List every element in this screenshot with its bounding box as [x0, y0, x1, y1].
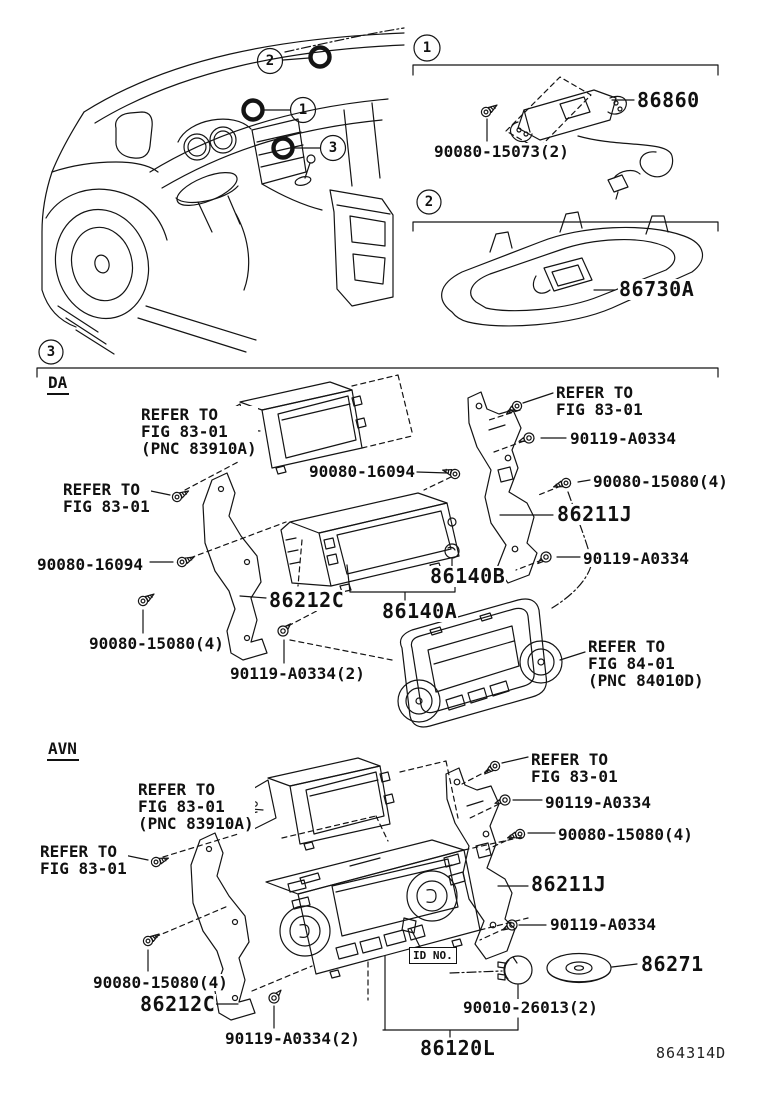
roof-console-86730a-drawing: [442, 212, 703, 326]
label-line: FIG 83-01: [556, 400, 643, 419]
screw-icon-15073: [480, 101, 500, 119]
label-avn-refer-left: [39, 843, 128, 877]
car-callout-3-number: 3: [328, 140, 338, 156]
label-avn-part-86120l: 86120L: [420, 1036, 496, 1060]
label-line: REFER TO: [141, 405, 219, 424]
label-line: FIG 83-01: [138, 797, 225, 816]
label-line: (PNC 83910A): [138, 814, 254, 833]
avn-bulb-drawing: [498, 956, 532, 984]
label-da-part-86211j: 86211J: [557, 502, 633, 526]
label-avn-refer-display: [137, 781, 255, 832]
label-da-screw-a0334-bottom: 90119-A0334: [583, 549, 689, 568]
label-avn-part-86211j: 86211J: [531, 872, 607, 896]
label-avn-screw-a0334-bottom: 90119-A0334: [550, 915, 656, 934]
label-line: (PNC 84010D): [588, 671, 704, 690]
section3-bracket: [37, 340, 718, 377]
avn-display-unit-drawing: [244, 758, 394, 850]
da-bolt-icon-a0334-bottom: [535, 550, 553, 568]
label-screw-90080-15073: 90080-15073(2): [434, 142, 569, 161]
label-line: FIG 83-01: [531, 767, 618, 786]
avn-bolt-icon-a0334-top: [493, 794, 511, 809]
avn-title-text: AVN: [47, 739, 79, 761]
avn-bolt-icon-a0334-x2: [267, 987, 285, 1005]
label-avn-part-86271: 86271: [641, 952, 704, 976]
label-da-part-86140a: 86140A: [382, 599, 458, 623]
label-da-refer-display: [140, 406, 258, 457]
label-line: REFER TO: [63, 480, 141, 499]
label-line: REFER TO: [556, 383, 634, 402]
label-part-86730a: 86730A: [619, 277, 695, 301]
car-callout-1-number: 1: [298, 102, 308, 118]
section1-number: 1: [422, 40, 432, 56]
da-bracket-86211j-drawing: [468, 392, 537, 583]
da-bracket-86212c-drawing: [203, 473, 267, 660]
da-screw-icon-refer-right: [504, 400, 523, 418]
label-line: FIG 83-01: [63, 497, 150, 516]
da-bolt-icon-a0334-x2: [276, 620, 294, 638]
label-line: FIG 83-01: [141, 422, 228, 441]
label-line: FIG 84-01: [588, 654, 675, 673]
label-da-title: [46, 374, 70, 391]
label-da-screw-16094-left: 90080-16094: [37, 555, 143, 574]
da-screw-icon-16094-left: [176, 552, 196, 568]
label-da-refer-hvac: [587, 638, 705, 689]
section2-bracket: [413, 190, 718, 231]
da-bolt-icon-a0334-top: [517, 432, 535, 447]
label-part-86860: 86860: [637, 88, 700, 112]
car-callout-2-number: 2: [265, 53, 275, 69]
label-da-screw-a0334-top: 90119-A0334: [570, 429, 676, 448]
label-doc-code: 864314D: [656, 1044, 727, 1062]
label-avn-title: [46, 740, 80, 757]
label-da-part-86212c: 86212C: [269, 588, 345, 612]
label-avn-refer-right: [530, 751, 619, 785]
avn-disc-86271-drawing: [547, 954, 611, 983]
section3-number: 3: [46, 344, 56, 360]
label-da-screw-a0334-x2: 90119-A0334(2): [230, 664, 365, 683]
label-line: REFER TO: [40, 842, 118, 861]
label-line: (PNC 83910A): [141, 439, 257, 458]
label-line: REFER TO: [138, 780, 216, 799]
label-da-part-86140b: 86140B: [430, 564, 506, 588]
da-screw-icon-15080-left: [137, 590, 157, 608]
label-line: REFER TO: [588, 637, 666, 656]
label-avn-screw-15080-left: 90080-15080(4): [93, 973, 228, 992]
label-avn-screw-a0334-x2: 90119-A0334(2): [225, 1029, 360, 1048]
label-da-screw-15080-right: 90080-15080(4): [593, 472, 728, 491]
car-dashboard-sketch: [42, 28, 404, 354]
label-avn-id-no: ID NO.: [409, 947, 457, 964]
section1-bracket: [413, 35, 718, 75]
section2-number: 2: [424, 194, 434, 210]
avn-screw-icon-refer-right: [482, 760, 501, 778]
label-da-refer-left: [62, 481, 151, 515]
label-avn-part-86212c: 86212C: [140, 992, 216, 1016]
da-title-text: DA: [47, 373, 69, 395]
label-avn-screw-26013: 90010-26013(2): [463, 998, 598, 1017]
avn-screw-icon-15080-left: [142, 930, 162, 948]
label-line: FIG 83-01: [40, 859, 127, 878]
label-da-screw-15080-left: 90080-15080(4): [89, 634, 224, 653]
label-da-refer-right: [555, 384, 644, 418]
label-line: REFER TO: [531, 750, 609, 769]
avn-screw-icon-15080-right: [506, 828, 526, 843]
label-avn-screw-15080-right: 90080-15080(4): [558, 825, 693, 844]
label-da-screw-16094-top: 90080-16094: [309, 462, 415, 481]
label-avn-screw-a0334-top: 90119-A0334: [545, 793, 651, 812]
avn-86120l-assembly-bracket: [383, 956, 518, 1037]
da-screw-icon-15080-right: [552, 477, 572, 492]
